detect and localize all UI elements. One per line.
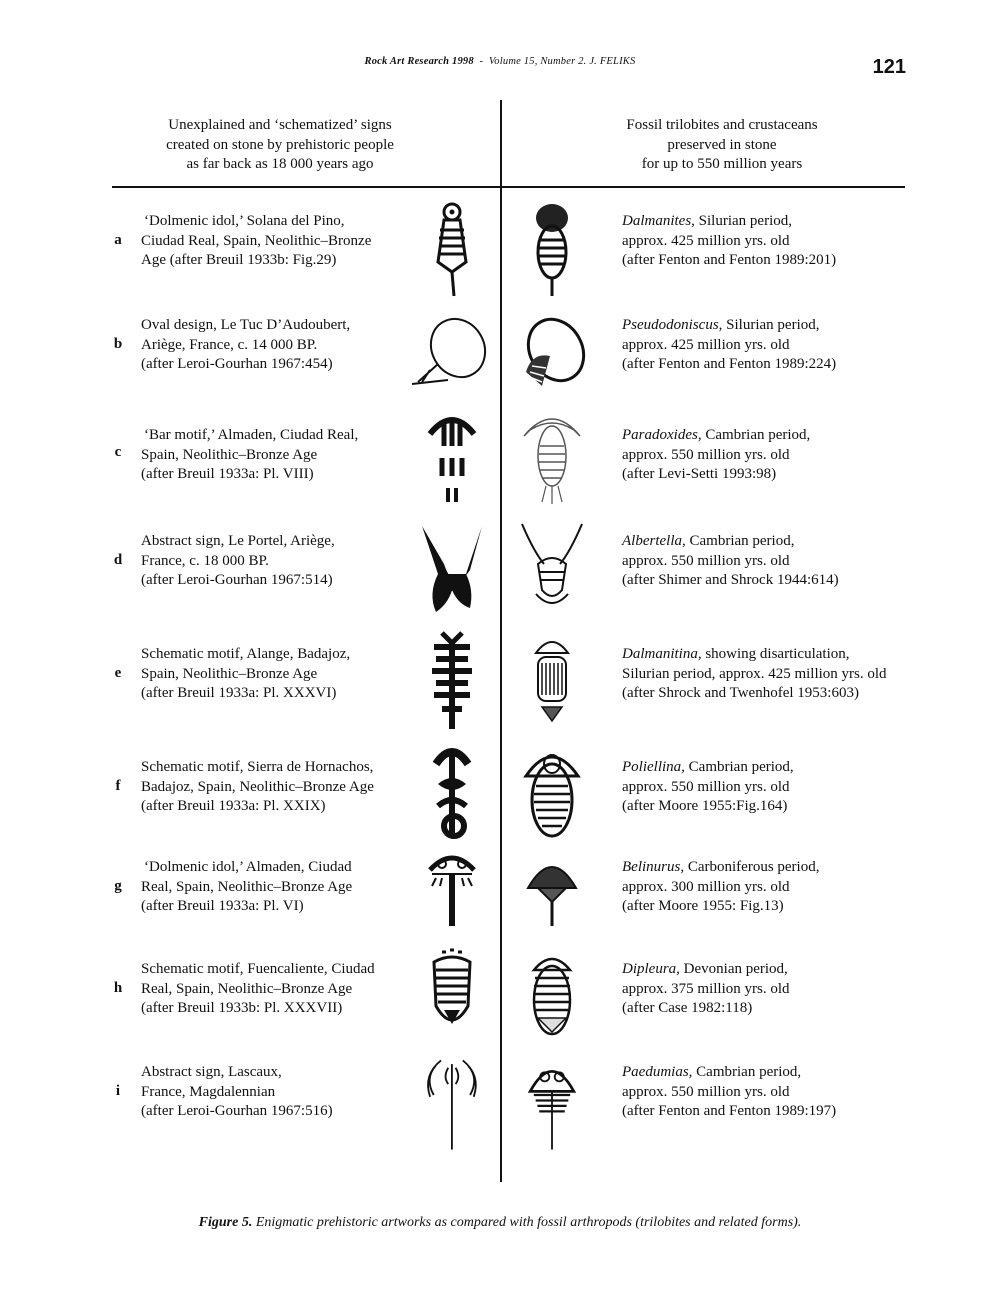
art-description: ‘Bar motif,’ Almaden, Ciudad Real, Spain, Neolithic–Bronze Age (after Breuil 1933a: Pl. VIII) bbox=[141, 427, 359, 482]
schematic-motif-drawing bbox=[408, 633, 494, 733]
fossil-genus: Paedumias, bbox=[622, 1064, 693, 1080]
figure-row-c bbox=[0, 426, 1000, 536]
fossil-genus: Dipleura, bbox=[622, 961, 680, 977]
fuencaliente-motif-drawing bbox=[408, 948, 494, 1048]
left-heading-line: Unexplained and ‘schematized’ signs bbox=[168, 117, 392, 133]
hornachos-motif-drawing bbox=[408, 744, 494, 844]
fossil-genus: Poliellina, bbox=[622, 759, 685, 775]
oval-design-drawing bbox=[408, 310, 494, 410]
row-letter: g bbox=[114, 878, 122, 894]
running-head-separator: - bbox=[479, 56, 484, 67]
fossil-genus: Belinurus, bbox=[622, 859, 685, 875]
art-description: Abstract sign, Lascaux, France, Magdalennian (after Leroi-Gourhan 1967:516) bbox=[141, 1064, 333, 1119]
figure-row-a bbox=[0, 212, 1000, 322]
art-description: Schematic motif, Fuencaliente, Ciudad Real, Spain, Neolithic–Bronze Age (after Breuil 1933b: Pl. XXXVII) bbox=[141, 961, 375, 1016]
row-letter: d bbox=[113, 552, 123, 568]
page-number: 121 bbox=[872, 56, 906, 78]
row-letter: h bbox=[113, 980, 123, 996]
dalmanitina-fossil-drawing bbox=[512, 633, 592, 733]
right-heading-line: for up to 550 million years bbox=[641, 156, 803, 172]
poliellina-fossil-drawing bbox=[512, 744, 592, 844]
row-letter: e bbox=[114, 665, 122, 681]
row-letter: b bbox=[113, 336, 123, 352]
fossil-genus: Dalmanites, bbox=[622, 213, 695, 229]
author-name: J. FELIKS bbox=[589, 56, 636, 67]
paedumias-fossil-drawing bbox=[512, 1055, 592, 1155]
art-description: ‘Dolmenic idol,’ Solana del Pino, Ciudad Real, Spain, Neolithic–Bronze Age (after Breuil 1933b: Fig.29) bbox=[141, 213, 372, 268]
fossil-description: Paedumias, Cambrian period, approx. 550 million yrs. old (after Fenton and Fenton 1989:197) bbox=[622, 1064, 837, 1119]
art-description: Schematic motif, Sierra de Hornachos, Badajoz, Spain, Neolithic–Bronze Age (after Breuil 1933a: Pl. XXIX) bbox=[141, 759, 374, 814]
figure-row-b bbox=[0, 316, 1000, 426]
albertella-fossil-drawing bbox=[512, 524, 592, 624]
art-description: ‘Dolmenic idol,’ Almaden, Ciudad Real, Spain, Neolithic–Bronze Age (after Breuil 1933a: Pl. VI) bbox=[141, 859, 353, 914]
dipleura-fossil-drawing bbox=[512, 948, 592, 1048]
figure-row-i bbox=[0, 1063, 1000, 1173]
right-column-heading bbox=[582, 116, 862, 175]
abstract-sign-drawing bbox=[408, 524, 494, 624]
fossil-description: Paradoxides, Cambrian period, approx. 550 million yrs. old (after Levi-Setti 1993:98) bbox=[622, 427, 811, 482]
right-heading-line: Fossil trilobites and crustaceans bbox=[626, 117, 818, 133]
art-description: Oval design, Le Tuc D’Audoubert, Ariège, France, c. 14 000 BP. (after Leroi-Gourhan 1967:454) bbox=[141, 317, 351, 372]
fossil-genus: Dalmanitina, bbox=[622, 646, 702, 662]
figure-row-d bbox=[0, 532, 1000, 642]
header-rule bbox=[112, 186, 905, 188]
figure-row-e bbox=[0, 645, 1000, 755]
dalmanites-fossil-drawing bbox=[512, 200, 592, 300]
figure-row-g bbox=[0, 858, 1000, 968]
left-column-heading bbox=[140, 116, 420, 175]
fossil-genus: Albertella, bbox=[622, 533, 686, 549]
figure-caption-text: Enigmatic prehistoric artworks as compared with fossil arthropods (trilobites and related forms). bbox=[255, 1215, 802, 1230]
art-description: Schematic motif, Alange, Badajoz, Spain, Neolithic–Bronze Age (after Breuil 1933a: Pl. XXXVI) bbox=[141, 646, 351, 701]
row-letter: a bbox=[114, 232, 122, 248]
fossil-genus: Paradoxides, bbox=[622, 427, 702, 443]
belinurus-fossil-drawing bbox=[512, 852, 592, 952]
fossil-description: Dipleura, Devonian period, approx. 375 million yrs. old (after Case 1982:118) bbox=[622, 961, 790, 1016]
row-letter: f bbox=[115, 778, 121, 794]
lascaux-sign-drawing bbox=[408, 1055, 494, 1155]
figure-caption bbox=[0, 1215, 1000, 1231]
right-heading-line: preserved in stone bbox=[667, 136, 777, 153]
paradoxides-fossil-drawing bbox=[512, 406, 592, 506]
left-heading-line: created on stone by prehistoric people bbox=[166, 136, 394, 153]
dolmenic-idol-drawing bbox=[408, 200, 494, 300]
fossil-description: Poliellina, Cambrian period, approx. 550 million yrs. old (after Moore 1955:Fig.164) bbox=[622, 759, 794, 814]
bar-motif-drawing bbox=[408, 406, 494, 506]
almaden-idol-drawing bbox=[408, 852, 494, 952]
journal-volume: Volume 15, Number 2. bbox=[488, 56, 587, 67]
fossil-description: Dalmanitina, showing disarticulation, Silurian period, approx. 425 million yrs. old (after Shrock and Twenhofel 1953:603) bbox=[622, 646, 887, 701]
left-heading-line: as far back as 18 000 years ago bbox=[186, 156, 374, 172]
journal-name: Rock Art Research 1998 bbox=[364, 56, 474, 67]
figure-row-f bbox=[0, 758, 1000, 868]
fossil-description: Belinurus, Carboniferous period, approx. 300 million yrs. old (after Moore 1955: Fig.13) bbox=[622, 859, 820, 914]
fossil-description: Pseudodoniscus, Silurian period, approx. 425 million yrs. old (after Fenton and Fenton 1989:224) bbox=[622, 317, 837, 372]
figure-row-h bbox=[0, 960, 1000, 1070]
row-letter: i bbox=[115, 1083, 121, 1099]
fossil-description: Albertella, Cambrian period, approx. 550 million yrs. old (after Shimer and Shrock 1944:614) bbox=[622, 533, 839, 588]
row-letter: c bbox=[114, 444, 122, 460]
fossil-description: Dalmanites, Silurian period, approx. 425 million yrs. old (after Fenton and Fenton 1989:201) bbox=[622, 213, 837, 268]
running-head bbox=[0, 56, 1000, 67]
art-description: Abstract sign, Le Portel, Ariège, France, c. 18 000 BP. (after Leroi-Gourhan 1967:514) bbox=[141, 533, 335, 588]
figure-label: Figure 5. bbox=[198, 1215, 253, 1230]
fossil-genus: Pseudodoniscus, bbox=[622, 317, 723, 333]
pseudodoniscus-fossil-drawing bbox=[512, 310, 592, 410]
